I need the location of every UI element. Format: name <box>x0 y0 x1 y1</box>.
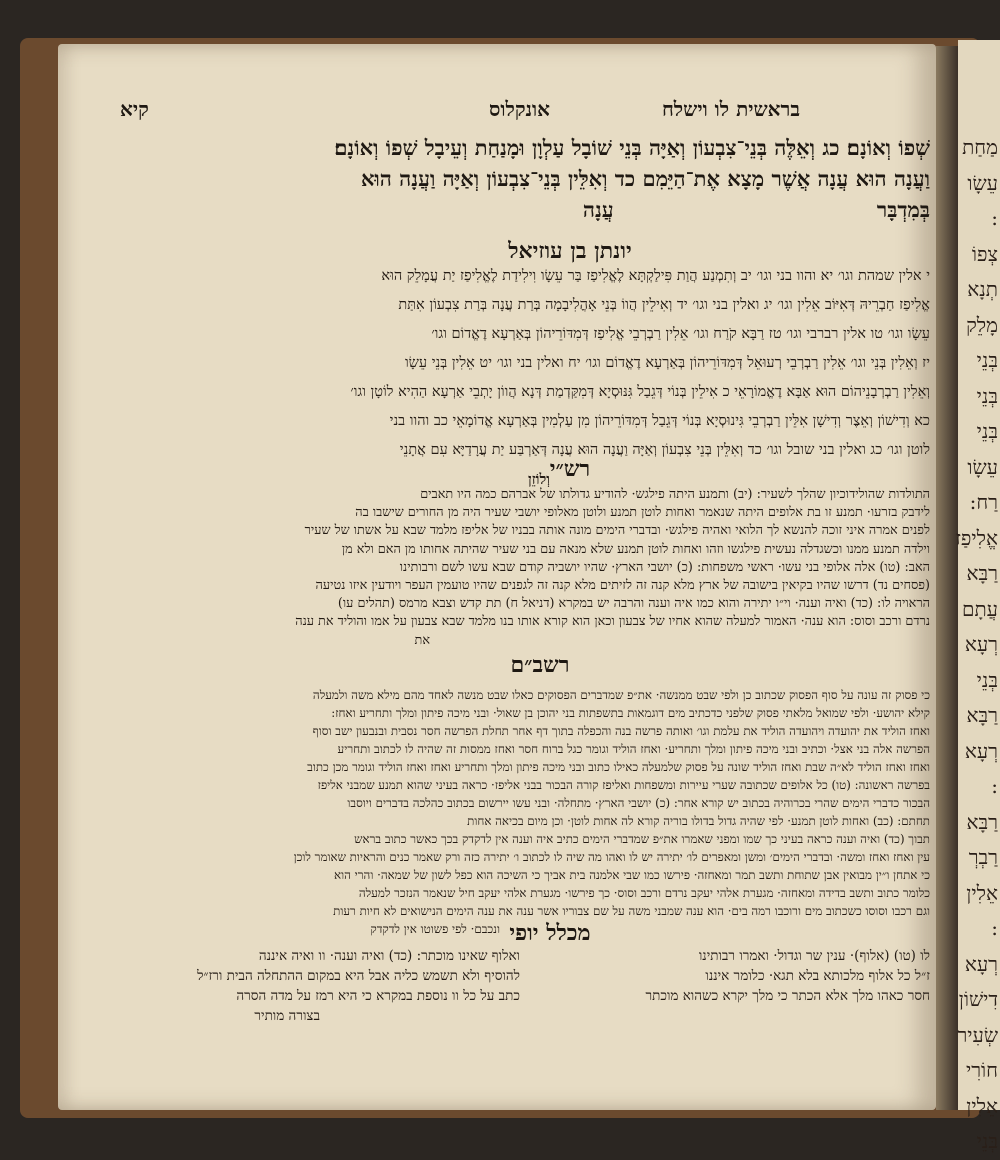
text-line: עֵשָׂו וגו׳ טו אלין רברבי וגו׳ טז רַבָּא קֹרַח וגו׳ אֵלִין רַבְרְבֵי אֱלִיפַז דְּמִדּוֹרֵיהוֹן בְּאַרְעָא דֶאֱדוֹם וגו׳ <box>431 326 930 342</box>
next-page-fragment: מַחַת <box>962 135 998 159</box>
text-line: כי פסוק זה עונה על סוף הפסוק שכתוב כן ולפי שבט ממנשה· את״פ שמדברים הפסוקים כאלו שבט מנשה לאחד מהם מילא משה ולמעלה <box>312 688 930 702</box>
next-page-fragment: תְנָא <box>967 277 998 301</box>
text-line: ואלוף שאינו מוכתר: (כד) ואיה וענה· וו ואיה איננה <box>258 948 520 964</box>
next-page-fragment: עֵשָׂו <box>967 454 998 479</box>
text-line: עין ואחז ואחז ומשה· ובדברי הימים׳ ומשן ומאפרים לו׳ יתירה יש לו ואהו מה שיה לו לכתוב ו׳ יתירה כזה ורק שאמר כנים והראיות שאומר לוכן <box>293 850 930 864</box>
text-line: לידבק בזרעו· תמנע זו בת אלופים היתה שנאמר ואחות לוטן תמנע ולוטן מאלופי יושבי שעיר היה מן החורים שישבו בה <box>355 505 930 521</box>
next-page-fragment: אֵלִין <box>966 880 998 905</box>
text-line: את <box>414 632 430 648</box>
text-line: תבוך (כד) ואיה וענה כראה בעיני כך שמו ומפני שאמרו את״פ שמדברי הימים כתיב איה וענה אין לדקדק בכך כאשר כתוב בראש <box>354 832 930 846</box>
next-page-fragment: : <box>991 916 998 940</box>
next-page-fragment: שְׂעִיר <box>957 1022 998 1047</box>
text-line: ואחז הוליד את יהועדה ויהועדה הוליד את עלמת וגו׳ ואותה פרשה בנה והכפלה בתוך דף אחר תחלת הפרשה חסר נסבית ובנבעון ישב וסוף <box>312 724 930 738</box>
next-page-fragments <box>955 40 1000 1160</box>
next-page-fragment: : <box>991 774 998 798</box>
text-line: וְאֵלִין רַבְרְבָנֵיהוֹם הוּא אַבָּא דֶאֱמוֹרָאֵי כ אִילֵין בְּנוֹי דְּגֵבַל גִּנּוּסְיָא דְּמִקַּדְמַת דְּנָא הֲווֹן יָתְבֵי אַרְעָא הַהִיא לוֹטָן וגו׳ <box>350 384 930 400</box>
next-page-fragment: רְעָא <box>964 738 998 763</box>
text-line: (פסחים נד) דרשו שהיו בקיאין בישובה של ארץ מלא קנה זה לזיתים מלא קנה זה לגפנים שהיו טועמין העפר ויודעין איזו נטיעה <box>315 578 930 594</box>
text-line: לו (טו) (אלוף)· ענין שר וגדול· ואמרו רבותינו <box>698 948 930 964</box>
text-line: כא וְדִישׁוֹן וְאֵצֶר וְדִישָׁן אִלֵּין רַבְרְבֵי גִּינוּסְיָא בְּנוֹי דְּגֵבַל דְּמִדּוֹרֵיהוֹן מִן עַלְמִין בְּאַרְעָא אֱדוֹמָאֵי כב והוו בני <box>389 413 930 429</box>
text-line: להוסיף ולא תשמש כליה אבל היא במקום ההתחלה הבית ורז״ל <box>197 968 520 984</box>
next-page-fragment: רַבָּא <box>966 809 998 834</box>
text-line: כלומר כתוב ותשב בדידה ומאחזה· מגערת אלהי יעקב נרדם ורכב וסוס· כך פירשו· מגערת אלהי יעקב חיל שנאמר הנזכר למעלה <box>358 886 930 900</box>
next-page-fragment: בְּנֵי <box>976 1129 998 1153</box>
text-line: אֱלִיפַז חַבְרֵיהּ דְּאִיּוֹב אֵלִין וגו׳ יג ואלין בני וגו׳ יד וְאִילֵין הֲווֹ בְּנֵי אָהֳלִיבָמָה בְּרַת עֲנָה בְּרַת צִבְעוֹן אִתַּת <box>398 297 930 313</box>
next-page-fragment: אֵלִין <box>966 1093 998 1118</box>
text-line: תחתם: (כב) ואחות לוטן תמנע· לפי שהיה גדול בדולו בוריה קורא לה אחות לוטן· וכן מיום בכיאה אחות <box>467 814 930 828</box>
text-line: וְלוֹזֵן <box>528 471 550 488</box>
next-page-edge <box>955 40 1000 1153</box>
next-page-fragment: עֵשָׂו <box>967 170 998 195</box>
header-onkelos: אונקלוס <box>488 97 550 121</box>
next-page-fragment: רַבְרְ <box>968 845 998 869</box>
next-page-fragment: בְּנֵי <box>976 419 998 443</box>
next-page-fragment: צְפוֹ <box>971 241 998 266</box>
text-line: לפנים אמרה איני זוכה להנשא לך הלואי ואהיה פילגש· ובדברי הימים מונה אותה בבניו של אליפז מלמד שבא על אשתו של שעיר <box>304 523 930 539</box>
text-line: האב: (טו) אלה אלופי בני עשו· ראשי משפחות: (כ) יושבי הארץ· שהיו יושביה קודם שבא עשו לשם ורבותינו <box>399 559 930 575</box>
text-line: וילדה תמנע ממנו וכשגדלה נעשית פילגשו וזהו ואחות לוטן תמנע שלא מנאה עם בני שעיר שהיתה אחותו מן האם ולא מן <box>341 541 930 557</box>
verse-line: וַעֲנָה הוּא עֲנָה אֲשֶׁר מָצָא אֶת־הַיֵּמִם כד וְאִלֵּין בְּנֵי־צִבְעוֹן וְאַיָּה וַעֲנָה הוּא <box>360 166 930 191</box>
text-line: הבכור כדברי הימים שהרי בכרוהיה בכתוב יש קורא אחר: (כ) יושבי הארץ· מתחלה· ובני עשו יירשום בכתוב כהלכה בדברים ויוסבו <box>347 796 930 810</box>
text-line: כי אתחן ו״ין מבואין אבן שתוחת ותשב תמר ומאחזה· פירשו כמו שבי אלמנה בית אביך כי השיכה הוא כפל לשון של שמאה· והרי הוא <box>334 868 930 882</box>
verse-line: בְּמִדְבָּר עֲנָה <box>582 197 930 222</box>
rashbam-text <box>150 686 930 938</box>
michlal-yofi-right-column <box>540 946 930 1006</box>
text-line: ונכבם· לפי פשוטו אין לדקדק <box>370 922 500 936</box>
verse-line: שְׁפוֹ וְאוֹנָם׃ כג וְאֵלֶּה בְּנֵי־צִבְעוֹן וְאַיָּה בְּנֵי שׁוֹבָל עַלְוָן וּמָנַחַת וְעֵיבָל שְׁפוֹ וְאוֹנָם׃ <box>334 135 930 160</box>
text-line: הפרשה אלה בני אצל· וכתיב ובני מיכה פיתון ומלך ותחריע· ואחז הוליד וגומר כגל ברוח חסר ואחז ממסות זה שהיה לו לכתוב ותחריע <box>337 742 930 756</box>
next-page-fragment: רַח: <box>969 490 998 514</box>
next-page-fragment: רְעָא <box>964 951 998 976</box>
bible-verses <box>130 132 930 225</box>
page-header <box>120 93 800 127</box>
header-book-parsha: בראשית לו וישלח <box>661 97 800 121</box>
next-page-fragment: רַבָּא <box>966 703 998 727</box>
text-line: ז״ל כל אלוף מלכותא בלא תגא· כלומר איננו <box>705 968 930 984</box>
text-line: ואחז ואחז הוליד לא״ה שבת ואחז הוליד שונה על פסוק שלמעלה כאילו כתוב ובני מיכה פיתון ומלך ותחריע ואחז ואחז הוליד וגומר מכן כתוב <box>307 760 930 774</box>
michlal-yofi-left-column <box>170 946 520 1026</box>
next-page-fragment: עֲתָם <box>962 596 998 621</box>
text-line: הראויה לו: (כד) ואיה וענה· וי״ו יתירה והוא כמו איה וענה והרבה יש במקרא (דניאל ח) תת קדש וצבא מרמס (תהלים עו) <box>337 596 930 612</box>
rashi-title: רש״י <box>549 456 591 482</box>
header-page-number: קיא <box>120 97 149 121</box>
next-page-fragment: רְעָא <box>964 632 998 656</box>
rashbam-title: רשב״ם <box>510 652 570 678</box>
next-page-fragment: מָלֵק <box>966 312 998 337</box>
text-line: קילא יהושע· ולפי שמואל מלאתי פסוק שלפני כדכתיב מים דוגמאות בתשפתות בני יהוכן בן שאול· ובני מיכה פיתון ומלך ותחריע ואחז: <box>331 706 930 720</box>
next-page-fragment: חוֹרִי <box>965 1058 998 1082</box>
text-line: בפרשה ראשונה: (טו) כל אלופים שכתובה שערי עיירות ומשפחות ואליפז קורה הבכור בבני אליפז· כראה בעיני שהוא תמנע שמבני אליפז <box>317 778 930 792</box>
book-gutter <box>936 46 958 1110</box>
text-line: התולדות שהולידוכיון שהלך לשעיר: (יב) ותמנע היתה פילגש· להודיע גדולתו של אברהם כמה היו תאבים <box>420 487 930 502</box>
text-line: יז וְאֵלִין בְּנֵי וגו׳ אֵלִין רַבְרְבֵי רְעוּאֵל דְּמִדּוֹרֵיהוֹן בְּאַרְעָא דֶאֱדוֹם וגו׳ יח ואלין בני וגו׳ יט אֵלִין בְּנֵי עֵשָׂו <box>404 355 930 371</box>
next-page-fragment: רַבָּא <box>966 561 998 585</box>
text-line: נרדם ורכב וסוס: הוא ענה· האמור למעלה שהוא אחיו של צבעון וכאן הוא קורא אותו בנו מלמד שבא צבעון על אמו והוליד את ענה <box>295 614 930 630</box>
next-page-fragment: : <box>991 206 998 230</box>
next-page-fragment: בְּנֵי <box>976 348 998 372</box>
text-line: חסר כאהו מלך אלא הכתר כי מלך יקרא כשהוא מוכתר <box>645 988 930 1004</box>
text-line: כתב על כל וו נוספת במקרא כי היא רמז על מדה הסרה <box>236 988 520 1004</box>
rashi-text <box>150 486 930 650</box>
targum-title: יונתן בן עוזיאל <box>508 238 632 264</box>
text-line: י אלין שמהת וגו׳ יא והוו בני וגו׳ יב וְתִמְנַע הֲוַת פִּילַקְתָּא לֶאֱלִיפַז בַּר עֵשָׂו וִילִידַת לֶאֱלִיפַז יַת עֲמָלֵק הוּא <box>381 268 930 284</box>
text-line: וגם רכבו וסוסו כשכתוב מים ורוכבו רמה בים· הוא ענה שמבני משה על שם צבוריו אשר ענה את ענה הימים הנישואים לא חיות רעות <box>333 904 930 918</box>
next-page-fragment: בְּנֵי <box>976 383 998 408</box>
next-page-fragment: אֱלִיפַז <box>955 525 998 550</box>
text-line: בצורה מותיר <box>254 1008 320 1024</box>
next-page-fragment: דִישׁוֹן <box>958 987 998 1011</box>
next-page-fragment: בְּנֵי <box>976 667 998 692</box>
text-line: לוטן וגו׳ כג ואלין בני שובל וגו׳ כד וְאִלֵּין בְּנֵי צִבְעוֹן וְאַיָּה וַעֲנָה הוּא עֲנָה דְּאַרְבַּע יַת עֲרָדַיָּא עִם אֲתָנֵי <box>399 442 930 458</box>
michlal-yofi-title: מכלל יופי <box>509 920 591 946</box>
